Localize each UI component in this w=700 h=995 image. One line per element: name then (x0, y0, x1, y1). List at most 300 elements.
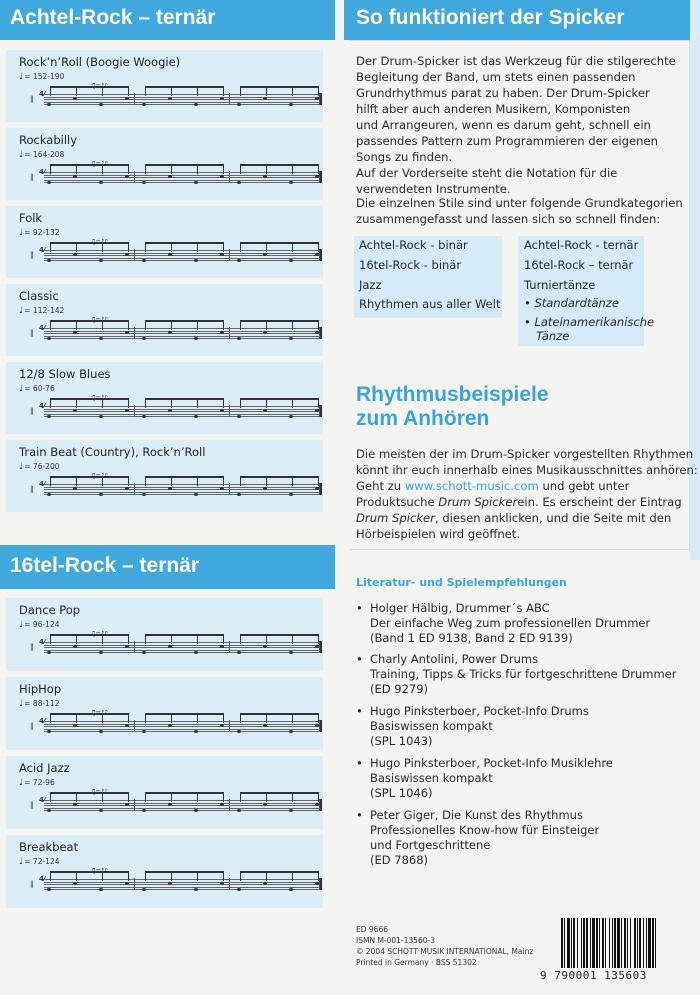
note-head-icon (125, 803, 129, 806)
literature-line: (SPL 1046) (370, 786, 433, 800)
note-stem-icon (145, 86, 146, 96)
intro-line: Grundrhythmus parat zu haben. Der Drum-Spicker (356, 86, 650, 100)
note-head-icon (263, 724, 267, 727)
note-head-icon (315, 331, 319, 334)
staff-line (44, 414, 322, 415)
barcode-bar (605, 918, 606, 968)
literature-line: Holger Hälbig, Drummer´s ABC (370, 601, 550, 615)
note-stem-icon (50, 242, 51, 252)
note-head-icon (142, 181, 146, 184)
rhythm-panel-breakbeat (6, 835, 323, 908)
note-head-icon (47, 181, 51, 184)
staff-line (44, 645, 322, 646)
barcode-bar (621, 918, 622, 968)
note-head-icon (142, 888, 146, 891)
barcode-bar (596, 918, 598, 968)
literature-line: Training, Tipps & Tricks für fortgeschrittene Drummer (370, 667, 677, 681)
note-head-icon (125, 331, 129, 334)
imprint-line: © 2004 SCHOTT MUSIK INTERNATIONAL, Mainz (356, 947, 534, 956)
staff-line (44, 97, 322, 98)
staff-line (44, 102, 322, 103)
note-stem-icon (50, 86, 51, 96)
quarter-note-icon: ♩ (19, 462, 24, 472)
tempo-value: = 164-208 (24, 150, 65, 159)
staff-line (44, 487, 322, 488)
note-stem-icon (223, 320, 224, 330)
literature-item (356, 601, 650, 646)
beam-icon (50, 242, 128, 244)
note-head-icon (47, 888, 51, 891)
imprint-line: ISMN M-001-13560-3 (356, 936, 435, 945)
staff-line (44, 884, 322, 885)
note-stem-icon (50, 713, 51, 723)
listen-title (356, 383, 549, 431)
note-stem-icon (197, 320, 198, 330)
staff-line (44, 328, 322, 329)
time-signature-icon: 4⁄ (39, 717, 46, 725)
staff-line (44, 336, 322, 337)
note-head-icon (289, 103, 293, 106)
bar-line (134, 720, 135, 732)
barcode-bar (609, 918, 610, 968)
categories-intro (356, 195, 683, 227)
beam-icon (50, 634, 128, 636)
note-head-icon (220, 803, 224, 806)
listen-drum-spicker-2: Drum Spicker (356, 511, 435, 525)
bar-line (134, 878, 135, 890)
listen-und-gebt: und gebt unter (542, 479, 630, 493)
bar-line (229, 93, 230, 105)
bullet-icon: • (356, 652, 363, 666)
rhythm-panel-classic (6, 284, 323, 356)
barcode-bar (624, 918, 626, 968)
staff-line (44, 647, 322, 648)
note-stem-icon (128, 476, 129, 486)
staff-line (44, 484, 322, 485)
listen-line (356, 478, 698, 494)
bullet-icon: • (356, 704, 363, 718)
staff-line (44, 175, 322, 176)
rhythm-name: 12/8 Slow Blues (19, 367, 111, 381)
note-head-icon (237, 888, 241, 891)
note-head-icon (125, 645, 129, 648)
note-stem-icon (240, 871, 241, 881)
staff-line (44, 416, 322, 417)
rhythm-name: HipHop (19, 682, 62, 696)
note-head-icon (73, 803, 77, 806)
tempo-value: = 92-132 (24, 228, 60, 237)
note-head-icon (47, 103, 51, 106)
beam-icon (240, 871, 318, 873)
barcode-bar (652, 918, 654, 968)
note-stem-icon (266, 398, 267, 408)
header-spicker-title: So funktioniert der Spicker (356, 6, 625, 29)
rhythm-tempo (19, 72, 64, 82)
listen-anklicken: , diesen anklicken, und die Seite mit den (434, 511, 672, 525)
staff-line (44, 177, 322, 178)
listen-line (356, 510, 698, 526)
repeat-bar-line (319, 249, 322, 261)
note-stem-icon (76, 242, 77, 252)
bar-line (134, 641, 135, 653)
staff-line (44, 889, 322, 890)
bar-line (134, 799, 135, 811)
note-head-icon (237, 337, 241, 340)
note-stem-icon (50, 476, 51, 486)
staff-line (44, 331, 322, 332)
note-head-icon (99, 493, 103, 496)
note-head-icon (289, 809, 293, 812)
note-stem-icon (128, 634, 129, 644)
literature-item (356, 756, 613, 801)
repeat-bar-line (319, 93, 322, 105)
note-head-icon (142, 337, 146, 340)
staff-line (44, 255, 322, 256)
note-head-icon (289, 259, 293, 262)
staff-line (44, 338, 322, 339)
rhythm-panel-train-beat-country-rock-n-roll (6, 440, 323, 512)
barcode-digits: 9 790001 135603 (540, 969, 647, 982)
header-16tel-rock-title: 16tel-Rock – ternär (10, 554, 200, 577)
note-head-icon (168, 487, 172, 490)
staff-line (44, 333, 322, 334)
header-spicker (344, 0, 700, 40)
bar-line (134, 171, 135, 183)
staff-line (44, 411, 322, 412)
intro-line: Begleitung der Band, um stets einen passenden (356, 70, 636, 84)
barcode-bar (564, 918, 565, 968)
beam-icon (50, 792, 128, 794)
barcode-bar (571, 918, 572, 968)
note-stem-icon (50, 164, 51, 174)
note-head-icon (315, 175, 319, 178)
staff-line (44, 250, 322, 251)
time-signature-icon: 4⁄ (39, 638, 46, 646)
schott-music-link[interactable]: www.schott-music.com (404, 479, 539, 493)
header-16tel-rock (0, 545, 335, 589)
note-stem-icon (223, 242, 224, 252)
note-head-icon (99, 809, 103, 812)
repeat-bar-line (319, 405, 322, 417)
beam-icon (145, 86, 223, 88)
listen-line: Hörbeispielen wird geöffnet. (356, 527, 521, 541)
note-head-icon (315, 409, 319, 412)
note-head-icon (142, 415, 146, 418)
note-stem-icon (171, 398, 172, 408)
staff-line (44, 258, 322, 259)
literature-line: Hugo Pinksterboer, Pocket-Info Musiklehre (370, 756, 613, 770)
note-head-icon (315, 645, 319, 648)
note-stem-icon (76, 476, 77, 486)
note-head-icon (289, 730, 293, 733)
barcode-bar (646, 918, 647, 968)
note-head-icon (194, 888, 198, 891)
barcode-bar (577, 918, 578, 968)
beam-icon (145, 871, 223, 873)
barcode-bar (643, 918, 644, 968)
note-head-icon (168, 175, 172, 178)
rhythm-panel-rock-n-roll-boogie-woogie (6, 50, 323, 122)
intro-line: Auf der Vorderseite steht die Notation für die (356, 166, 618, 180)
tempo-value: = 72-96 (24, 778, 55, 787)
note-stem-icon (128, 871, 129, 881)
note-head-icon (263, 487, 267, 490)
repeat-bar-line (319, 327, 322, 339)
category-achtel-rock-binaer: Achtel-Rock - binär (359, 238, 468, 252)
note-head-icon (168, 882, 172, 885)
literature-line: Professionelles Know-how für Einsteiger (370, 823, 600, 837)
staff-line (44, 808, 322, 809)
note-head-icon (194, 809, 198, 812)
drum-notation-staff (30, 402, 322, 416)
intro-line: und Arrangeuren, wenn es darum geht, schnell ein (356, 118, 651, 132)
barcode-bar (634, 918, 636, 968)
staff-line (44, 650, 322, 651)
note-stem-icon (223, 86, 224, 96)
note-stem-icon (76, 86, 77, 96)
barcode-bar (637, 918, 638, 968)
beam-icon (240, 713, 318, 715)
repeat-bar-line (319, 483, 322, 495)
barcode-bar (586, 918, 588, 968)
staff-line (44, 887, 322, 888)
note-stem-icon (240, 398, 241, 408)
note-stem-icon (292, 320, 293, 330)
barcode-bar (567, 918, 570, 968)
percussion-clef-icon: ‖ (30, 485, 33, 493)
note-head-icon (99, 181, 103, 184)
note-head-icon (315, 724, 319, 727)
note-head-icon (220, 97, 224, 100)
note-head-icon (142, 103, 146, 106)
repeat-bar-line (319, 641, 322, 653)
note-stem-icon (145, 164, 146, 174)
note-head-icon (237, 809, 241, 812)
intro-text (356, 53, 676, 197)
staff-line (44, 260, 322, 261)
barcode-bar (617, 918, 620, 968)
note-stem-icon (197, 398, 198, 408)
barcode-bar (592, 918, 595, 968)
beam-icon (240, 320, 318, 322)
barcode-bar (630, 918, 631, 968)
staff-line (44, 882, 322, 883)
note-stem-icon (76, 398, 77, 408)
note-stem-icon (128, 398, 129, 408)
listen-drum-spicker: Drum Spicker (438, 495, 518, 509)
staff-line (44, 104, 322, 105)
note-stem-icon (145, 242, 146, 252)
note-head-icon (168, 97, 172, 100)
rhythm-tempo (19, 699, 59, 709)
barcode-bar (614, 918, 616, 968)
bar-line (134, 249, 135, 261)
note-stem-icon (223, 164, 224, 174)
note-head-icon (99, 259, 103, 262)
drum-notation-staff (30, 90, 322, 104)
note-head-icon (125, 97, 129, 100)
beam-icon (145, 792, 223, 794)
note-head-icon (263, 253, 267, 256)
imprint (356, 924, 533, 968)
beam-icon (240, 398, 318, 400)
note-head-icon (237, 493, 241, 496)
note-stem-icon (128, 713, 129, 723)
note-stem-icon (318, 476, 319, 486)
staff-line (44, 409, 322, 410)
staff-line (44, 642, 322, 643)
literature-item (356, 808, 599, 868)
note-stem-icon (102, 86, 103, 96)
note-stem-icon (128, 242, 129, 252)
beam-icon (50, 320, 128, 322)
note-stem-icon (102, 792, 103, 802)
drum-notation-staff (30, 717, 322, 731)
note-stem-icon (223, 476, 224, 486)
note-stem-icon (197, 242, 198, 252)
note-head-icon (73, 724, 77, 727)
time-signature-icon: 4⁄ (39, 402, 46, 410)
note-head-icon (73, 253, 77, 256)
listen-produktsuche: Produktsuche (356, 495, 435, 509)
note-stem-icon (240, 634, 241, 644)
note-head-icon (47, 730, 51, 733)
note-stem-icon (240, 242, 241, 252)
literature-line: Charly Antolini, Power Drums (370, 652, 539, 666)
drum-notation-staff (30, 168, 322, 182)
note-stem-icon (266, 86, 267, 96)
rhythm-tempo (19, 384, 55, 394)
note-head-icon (125, 487, 129, 490)
staff-line (44, 492, 322, 493)
tempo-value: = 72-124 (24, 857, 60, 866)
listen-go-to: Geht zu (356, 479, 402, 493)
note-stem-icon (240, 86, 241, 96)
note-stem-icon (292, 476, 293, 486)
note-head-icon (237, 181, 241, 184)
rhythm-panel-12-8-slow-blues (6, 362, 323, 434)
literature-item (356, 704, 589, 749)
note-head-icon (220, 175, 224, 178)
percussion-clef-icon: ‖ (30, 722, 33, 730)
rhythm-name: Train Beat (Country), Rock’n’Roll (19, 445, 206, 459)
rhythm-name: Rockabilly (19, 133, 78, 147)
note-stem-icon (266, 634, 267, 644)
note-stem-icon (292, 86, 293, 96)
rhythm-tempo (19, 778, 55, 788)
note-head-icon (263, 331, 267, 334)
beam-icon (50, 164, 128, 166)
note-stem-icon (318, 86, 319, 96)
note-head-icon (73, 331, 77, 334)
note-head-icon (47, 259, 51, 262)
rhythm-tempo (19, 150, 64, 160)
staff-line (44, 724, 322, 725)
rhythm-panel-dance-pop (6, 598, 323, 671)
note-stem-icon (76, 792, 77, 802)
note-head-icon (168, 409, 172, 412)
note-head-icon (73, 882, 77, 885)
bar-line (229, 641, 230, 653)
note-head-icon (315, 487, 319, 490)
note-stem-icon (128, 792, 129, 802)
time-signature-icon: 4⁄ (39, 480, 46, 488)
note-stem-icon (240, 164, 241, 174)
category-lateinamerikanische: • Lateinamerikanische (524, 315, 655, 329)
note-stem-icon (102, 164, 103, 174)
barcode-bar (655, 918, 656, 968)
note-stem-icon (128, 320, 129, 330)
literature-line: Hugo Pinksterboer, Pocket-Info Drums (370, 704, 589, 718)
note-stem-icon (223, 871, 224, 881)
time-signature-icon: 4⁄ (39, 875, 46, 883)
intro-line: hilft aber auch anderen Musikern, Komponisten (356, 102, 631, 116)
percussion-clef-icon: ‖ (30, 407, 33, 415)
bar-line (229, 483, 230, 495)
beam-icon (145, 713, 223, 715)
note-stem-icon (50, 398, 51, 408)
note-head-icon (220, 724, 224, 727)
note-head-icon (315, 882, 319, 885)
note-head-icon (263, 97, 267, 100)
note-stem-icon (102, 634, 103, 644)
note-head-icon (194, 651, 198, 654)
beam-icon (240, 634, 318, 636)
note-stem-icon (266, 164, 267, 174)
note-head-icon (99, 651, 103, 654)
imprint-line: Printed in Germany · BSS 51302 (356, 958, 477, 967)
note-head-icon (263, 882, 267, 885)
note-head-icon (99, 888, 103, 891)
note-stem-icon (292, 792, 293, 802)
note-head-icon (73, 487, 77, 490)
note-head-icon (220, 487, 224, 490)
tempo-value: = 60-76 (24, 384, 55, 393)
rhythm-name: Acid Jazz (19, 761, 70, 775)
staff-line (44, 652, 322, 653)
note-stem-icon (266, 476, 267, 486)
note-head-icon (47, 337, 51, 340)
note-stem-icon (318, 713, 319, 723)
note-head-icon (125, 175, 129, 178)
barcode-bar (561, 918, 563, 968)
barcode-bar (581, 918, 582, 968)
note-stem-icon (145, 871, 146, 881)
listen-title-line: zum Anhören (356, 407, 490, 430)
note-stem-icon (240, 792, 241, 802)
barcode-bar (627, 918, 628, 968)
note-head-icon (237, 651, 241, 654)
note-stem-icon (318, 242, 319, 252)
staff-line (44, 489, 322, 490)
literature-item (356, 652, 676, 697)
bar-line (229, 878, 230, 890)
note-head-icon (289, 181, 293, 184)
bullet-icon: • (356, 601, 363, 615)
listen-erscheint: ein. Es erscheint der Eintrag (517, 495, 682, 509)
intro-line: Der Drum-Spicker ist das Werkzeug für die stilgerechte (356, 54, 676, 68)
bar-line (229, 249, 230, 261)
note-stem-icon (240, 476, 241, 486)
rhythm-tempo (19, 857, 59, 867)
note-head-icon (47, 493, 51, 496)
percussion-clef-icon: ‖ (30, 801, 33, 809)
staff-line (44, 99, 322, 100)
rhythm-name: Rock’n’Roll (Boogie Woogie) (19, 55, 181, 69)
beam-icon (145, 634, 223, 636)
note-head-icon (47, 415, 51, 418)
staff-line (44, 253, 322, 254)
